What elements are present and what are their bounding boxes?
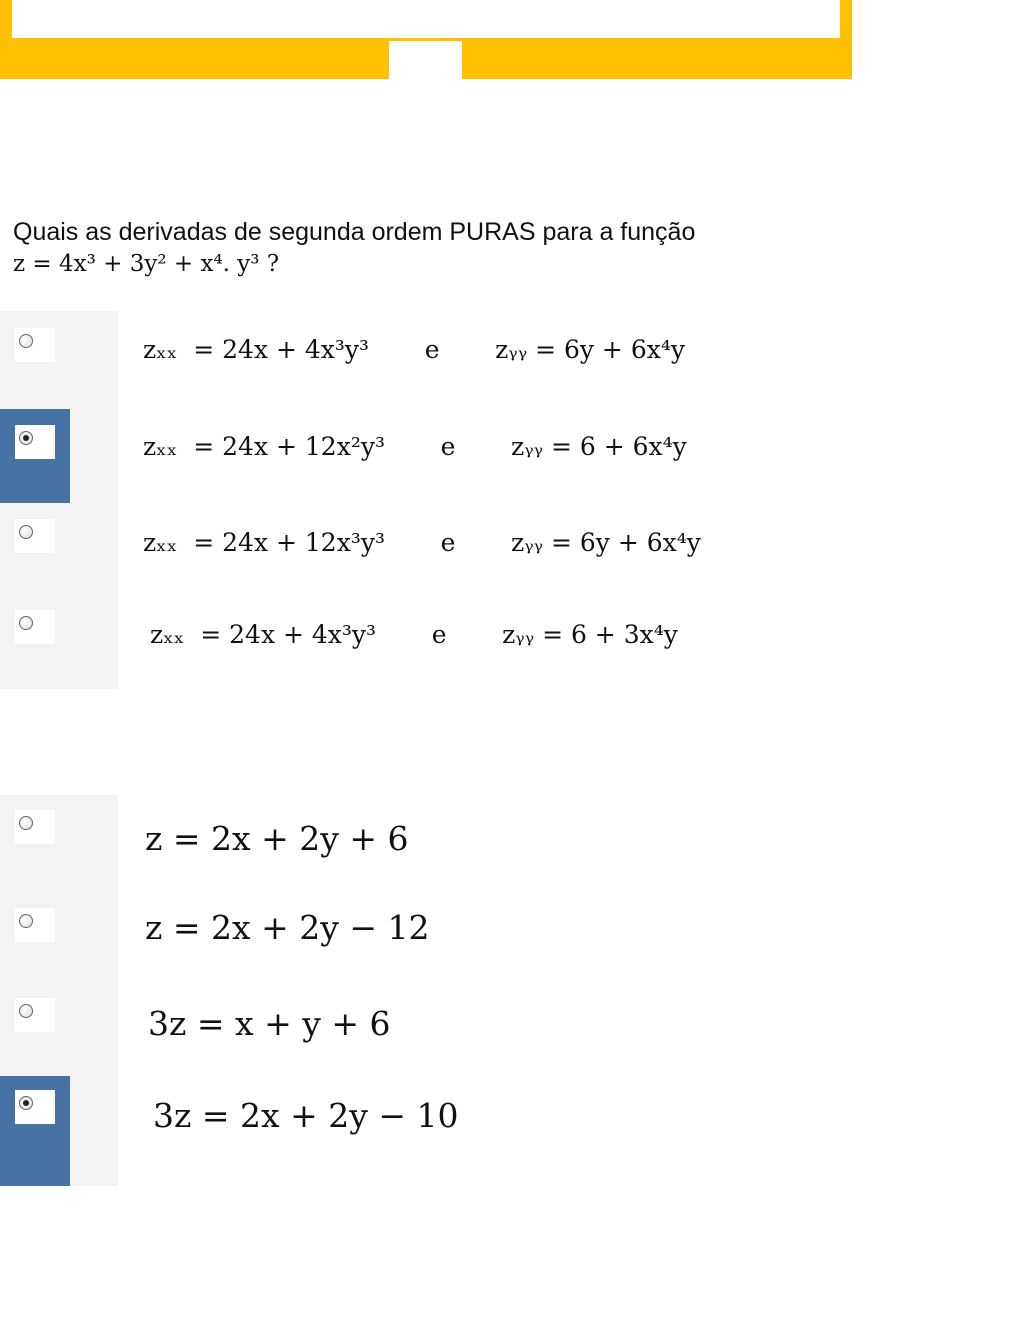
question-prompt [13,218,695,277]
radio-icon [19,816,33,830]
option-text: zₓₓ = 24x + 12x³y³ e zᵧᵧ = 6y + 6x⁴y [143,528,701,557]
option-row[interactable] [0,889,118,981]
option-text: 3z = x + y + 6 [148,1004,391,1043]
radio-icon [19,914,33,928]
radio-button[interactable] [15,810,55,844]
radio-icon [19,1096,33,1110]
radio-button[interactable] [15,610,55,644]
radio-button[interactable] [15,908,55,942]
option-text: zₓₓ = 24x + 4x³y³ e zᵧᵧ = 6y + 6x⁴y [143,335,685,364]
radio-icon [19,334,33,348]
option-row-selected[interactable] [0,409,118,503]
option-text: 3z = 2x + 2y − 10 [153,1096,459,1135]
option-row[interactable] [0,983,118,1075]
option-row[interactable] [0,311,118,407]
radio-button-checked[interactable] [15,425,55,459]
banner-white-bar [12,0,840,38]
option-text: z = 2x + 2y − 12 [145,908,430,947]
radio-icon [19,431,33,445]
question-formula: z = 4x³ + 3y² + x⁴. y³ ? [13,251,280,277]
radio-icon [19,616,33,630]
option-text: zₓₓ = 24x + 4x³y³ e zᵧᵧ = 6 + 3x⁴y [150,620,678,649]
option-text: zₓₓ = 24x + 12x²y³ e zᵧᵧ = 6 + 6x⁴y [143,432,687,461]
radio-button[interactable] [15,998,55,1032]
option-row[interactable] [0,795,118,887]
option-row[interactable] [0,505,118,595]
banner-notch [389,41,462,79]
radio-button[interactable] [15,519,55,553]
option-row-selected[interactable] [0,1076,118,1186]
radio-button-checked[interactable] [15,1090,55,1124]
radio-icon [19,525,33,539]
radio-button[interactable] [15,328,55,362]
header-banner [0,0,852,79]
option-text: z = 2x + 2y + 6 [145,819,409,858]
radio-icon [19,1004,33,1018]
question-text: Quais as derivadas de segunda ordem PURAS para a função [13,218,696,246]
option-row[interactable] [0,597,118,689]
